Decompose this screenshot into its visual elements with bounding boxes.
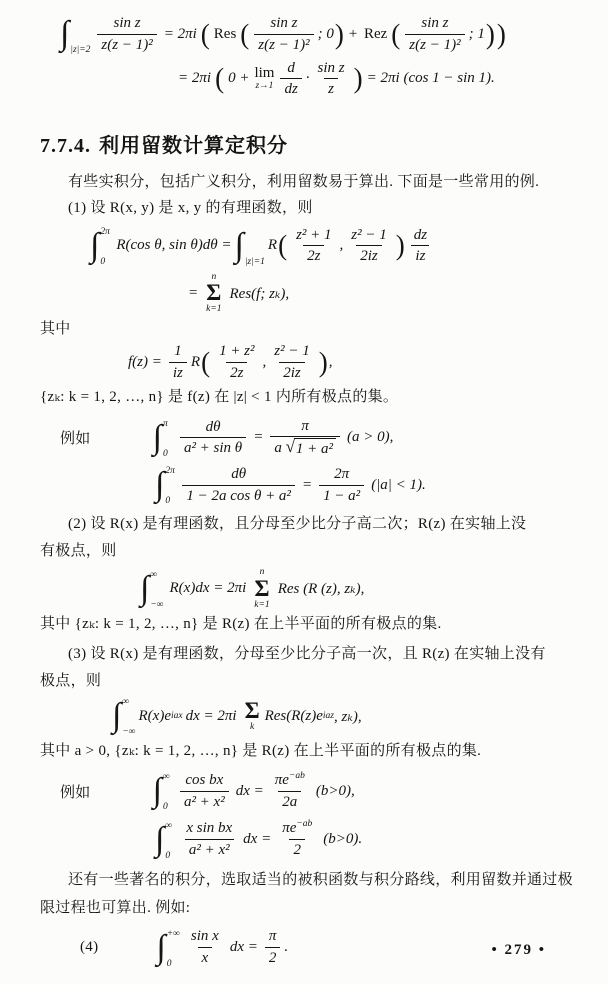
item3-text-line2: 极点，则 — [40, 673, 102, 690]
fraction-denominator: 2 — [265, 947, 281, 968]
limit-operator — [254, 66, 274, 92]
close-paren: ) — [334, 17, 344, 50]
fraction-numerator: d — [287, 59, 295, 76]
integral-upper-limit: 2π — [165, 466, 175, 477]
condition: (a > 0), — [347, 429, 394, 446]
residue-point: ; 1 — [468, 25, 485, 42]
dot-operator: · — [305, 70, 310, 87]
close-paren: ) — [353, 62, 363, 94]
formula-f-definition — [125, 342, 580, 383]
formula-rational-integral — [140, 567, 580, 610]
fraction-numerator: z² + 1 — [296, 226, 332, 243]
sum-lower-limit: k=1 — [254, 599, 270, 610]
function-R: R — [190, 354, 201, 371]
residue-operator: Rez — [363, 25, 388, 42]
example2-row2 — [155, 819, 580, 860]
integral-sign: ∫ — [155, 466, 165, 504]
integral-sign: ∫ — [152, 772, 162, 810]
fraction-numerator: 2π — [334, 466, 350, 483]
function-R: R — [267, 237, 278, 254]
integral-sign: ∫ — [112, 697, 122, 735]
sum-upper-limit: n — [211, 272, 217, 282]
sum-lower-limit: k=1 — [206, 304, 222, 315]
fraction-numerator: sin z — [270, 15, 298, 31]
fraction-numerator: dθ — [231, 466, 247, 483]
fraction-denominator: iz — [169, 362, 187, 383]
lim-label: lim — [254, 65, 275, 81]
plus-operator: + — [347, 25, 358, 42]
fraction-numerator: z² − 1 — [351, 226, 387, 243]
fraction-numerator: sin z — [317, 59, 345, 76]
integral-sign: ∫ — [155, 820, 165, 858]
integral-lower-limit: 0 — [100, 256, 106, 267]
comma: , — [339, 237, 344, 254]
fraction-numerator: sin x — [190, 928, 219, 945]
equals: = — [188, 284, 199, 301]
close-paren: ) — [318, 346, 328, 378]
summation — [206, 272, 221, 315]
condition: (b>0). — [323, 831, 363, 848]
open-paren: ( — [215, 62, 225, 94]
example1-row1 — [60, 417, 580, 460]
fraction-denominator: 1 − a² — [319, 485, 364, 506]
fraction — [271, 771, 309, 812]
integral-upper-limit: +∞ — [166, 928, 180, 939]
example1-row2 — [155, 465, 580, 506]
fraction — [182, 819, 236, 860]
integral-upper-limit: ∞ — [162, 772, 170, 783]
integral-upper-limit: ∞ — [150, 569, 158, 580]
exponent: −ab — [288, 770, 305, 781]
formula-contour-integral-line2 — [175, 59, 580, 100]
example-label: 例如 — [60, 784, 91, 801]
result-expression: = 2πi (cos 1 − sin 1). — [366, 70, 495, 87]
equals-coefficient: = 2πi — [163, 25, 197, 42]
dx-equals: dx = 2πi — [185, 707, 237, 724]
open-paren: ( — [240, 17, 250, 50]
open-paren: ( — [200, 17, 210, 50]
exponent: iaz — [322, 711, 335, 722]
formula-theta-integral-line2 — [185, 272, 580, 315]
integral-lower-limit: −∞ — [122, 727, 136, 738]
fraction-numerator: dz — [413, 226, 428, 243]
residue-tail: , zₖ), — [334, 708, 362, 725]
trailing-comma: , — [328, 354, 333, 371]
item2-text-line2: 有极点，则 — [40, 543, 117, 560]
exponent: iax — [170, 711, 183, 722]
fraction-denominator: 2z — [226, 362, 247, 383]
section-title: 利用留数计算定积分 — [99, 135, 288, 157]
fraction-denominator: 1 − 2a cos θ + a² — [182, 485, 295, 506]
fraction — [254, 14, 313, 55]
fraction — [314, 59, 349, 100]
integral-lower-limit: −∞ — [150, 599, 164, 610]
integral — [90, 227, 110, 265]
comma: , — [262, 354, 267, 371]
open-paren: ( — [391, 17, 401, 50]
derivative-fraction — [280, 59, 301, 100]
close-paren: ) — [485, 17, 495, 50]
integrand-base: R(x)e — [138, 707, 171, 724]
integral-sign: ∫ — [90, 226, 100, 264]
fraction-numerator: sin z — [421, 15, 449, 31]
radicand: 1 + a² — [294, 438, 336, 459]
formula-fourier-integral — [112, 697, 580, 738]
integral-upper-limit: ∞ — [165, 820, 173, 831]
fraction-denominator — [270, 436, 340, 459]
contour-integral — [234, 227, 264, 265]
contour-integral — [60, 15, 91, 56]
integral — [156, 929, 180, 967]
integral — [153, 419, 173, 457]
fraction-numerator — [271, 771, 309, 791]
radical — [286, 438, 336, 459]
integral-lower-limit: |z|=2 — [70, 45, 91, 56]
poles-set-text-1: {zₖ: k = 1, 2, …, n} 是 f(z) 在 |z| < 1 内所有极点的集。 — [40, 388, 399, 405]
fraction — [347, 226, 390, 267]
fraction-denominator: dz — [280, 78, 301, 99]
fraction-numerator — [278, 819, 316, 839]
integral-lower-limit: |z|=1 — [244, 256, 265, 267]
closing-text-line1: 还有一些著名的积分，选取适当的被积函数与积分路线，利用留数并通过极 — [68, 871, 573, 888]
residue-base: Res(R(z)e — [264, 707, 323, 724]
fraction-denominator: 2z — [303, 245, 324, 266]
integral-lower-limit: 0 — [162, 802, 168, 813]
residue-operator: Res — [213, 25, 237, 42]
page-number: • 279 • — [491, 942, 546, 958]
item3-text-line1: (3) 设 R(x) 是有理函数，分母至少比分子高一次，且 R(z) 在实轴上没有 — [68, 645, 546, 662]
fraction — [410, 226, 431, 267]
fraction-denominator: 2 — [289, 839, 305, 860]
fraction — [405, 14, 464, 55]
dx-equals: dx = — [235, 782, 264, 799]
integral-sign: ∫ — [152, 418, 162, 456]
fraction — [265, 927, 281, 968]
lhs: f(z) = — [128, 354, 162, 371]
integral — [155, 821, 175, 859]
fraction-denominator: a² + x² — [180, 791, 229, 812]
fraction-denominator: a² + x² — [185, 839, 234, 860]
poles-set-text-3: 其中 a > 0, {zₖ: k = 1, 2, …, n} 是 R(z) 在上半平面的所有极点的集. — [40, 743, 482, 760]
closing-text-line2: 限过程也可算出. 例如: — [40, 899, 191, 916]
fraction-numerator: sin z — [113, 15, 141, 31]
fraction-numerator: x sin bx — [186, 820, 233, 837]
open-paren: ( — [278, 229, 288, 261]
integral-sign: ∫ — [234, 226, 244, 264]
fraction — [292, 226, 335, 267]
fraction-numerator: 1 — [174, 343, 182, 360]
integral-upper-limit: π — [162, 418, 168, 429]
fraction-denominator: iz — [411, 245, 429, 266]
lim-subscript: z→1 — [255, 81, 274, 91]
sum-upper-limit: n — [259, 567, 265, 578]
section-heading — [40, 129, 580, 158]
summation — [245, 700, 260, 732]
formula-theta-integral-line1 — [90, 226, 580, 267]
residue-sum-body: Res(f; zₖ), — [229, 285, 290, 302]
sigma-sign: Σ — [254, 575, 270, 601]
example2-row1 — [60, 771, 580, 812]
zero-plus: 0 + — [228, 70, 250, 87]
condition: (b>0), — [315, 782, 355, 799]
fraction — [215, 342, 258, 383]
fraction — [270, 342, 313, 383]
integral — [112, 697, 136, 738]
integral-lower-limit: 0 — [165, 496, 171, 507]
sum-lower-limit: k — [249, 721, 255, 732]
numerator-base: πe — [274, 771, 289, 788]
integral-sign: ∫ — [140, 569, 150, 607]
fraction-numerator: z² − 1 — [274, 343, 310, 360]
exponent: −ab — [296, 819, 313, 830]
qizhong-label: 其中 — [40, 320, 71, 337]
integral — [140, 570, 164, 608]
fraction — [319, 465, 364, 506]
fraction — [180, 418, 246, 459]
dx-equals: dx = — [243, 831, 272, 848]
equals-coefficient: = 2πi — [178, 70, 212, 87]
integral-upper-limit: ∞ — [122, 697, 130, 708]
numerator-base: πe — [282, 820, 297, 837]
fraction-numerator: π — [301, 417, 309, 434]
intro-paragraph: 有些实积分，包括广义积分，利用留数易于算出. 下面是一些常用的例. — [68, 174, 540, 190]
period: . — [284, 939, 289, 956]
fraction — [187, 927, 223, 968]
integral-lower-limit: 0 — [162, 448, 168, 459]
fraction-denominator: x — [198, 947, 213, 968]
integral-sign: ∫ — [156, 928, 166, 966]
close-paren: ) — [395, 229, 405, 261]
integral-upper-limit: 2π — [100, 226, 110, 237]
fraction-denominator: z(z − 1)² — [97, 34, 156, 55]
fraction-denominator: 2iz — [356, 245, 382, 266]
fraction — [270, 417, 340, 460]
fraction-denominator: z(z − 1)² — [405, 34, 464, 55]
fraction — [278, 819, 316, 860]
equals: = — [253, 429, 264, 446]
integral-lower-limit: 0 — [166, 958, 172, 969]
sigma-sign: Σ — [206, 280, 222, 306]
fraction — [97, 14, 156, 55]
fraction-denominator: z(z − 1)² — [254, 34, 313, 55]
equals: = — [301, 476, 313, 493]
item2-text-line1: (2) 设 R(x) 是有理函数，且分母至少比分子高二次；R(z) 在实轴上没 — [68, 515, 527, 532]
example-label: 例如 — [60, 431, 91, 448]
fraction-numerator: 1 + z² — [219, 343, 255, 360]
fraction-denominator: 2iz — [279, 362, 305, 383]
fraction-denominator: 2a — [278, 791, 301, 812]
integral — [155, 466, 175, 507]
summation — [254, 567, 269, 610]
fraction-denominator: z — [324, 78, 338, 99]
integral — [152, 772, 173, 813]
fraction — [169, 342, 187, 383]
fraction — [180, 771, 229, 812]
residue-point: ; 0 — [317, 25, 334, 42]
fraction-numerator: dθ — [205, 418, 221, 435]
sigma-sign: Σ — [244, 698, 260, 724]
section-number: 7.7.4. — [40, 135, 91, 157]
fraction-numerator: π — [268, 928, 277, 945]
item1-text: (1) 设 R(x, y) 是 x, y 的有理函数，则 — [68, 199, 313, 216]
dx-equals: dx = — [229, 939, 258, 956]
fraction-denominator: a² + sin θ — [180, 437, 246, 458]
open-paren: ( — [201, 346, 211, 378]
fraction — [182, 465, 295, 506]
radicand-prefix: a — [274, 440, 282, 457]
condition: (|a| < 1). — [371, 476, 426, 493]
integrand-equals: R(x)dx = 2πi — [169, 580, 247, 597]
formula-contour-integral-line1 — [60, 14, 580, 55]
poles-set-text-2: 其中 {zₖ: k = 1, 2, …, n} 是 R(z) 在上半平面的所有极点的集. — [40, 615, 442, 632]
fraction-numerator: cos bx — [185, 771, 224, 788]
radical-sign: √ — [285, 437, 295, 457]
item4-label: (4) — [80, 939, 99, 956]
integral-lower-limit: 0 — [165, 850, 171, 861]
integrand: R(cos θ, sin θ)dθ = — [116, 237, 232, 254]
close-paren: ) — [496, 17, 506, 50]
integral-sign: ∫ — [60, 15, 70, 53]
residue-sum-body: Res (R (z), zₖ), — [277, 581, 365, 598]
